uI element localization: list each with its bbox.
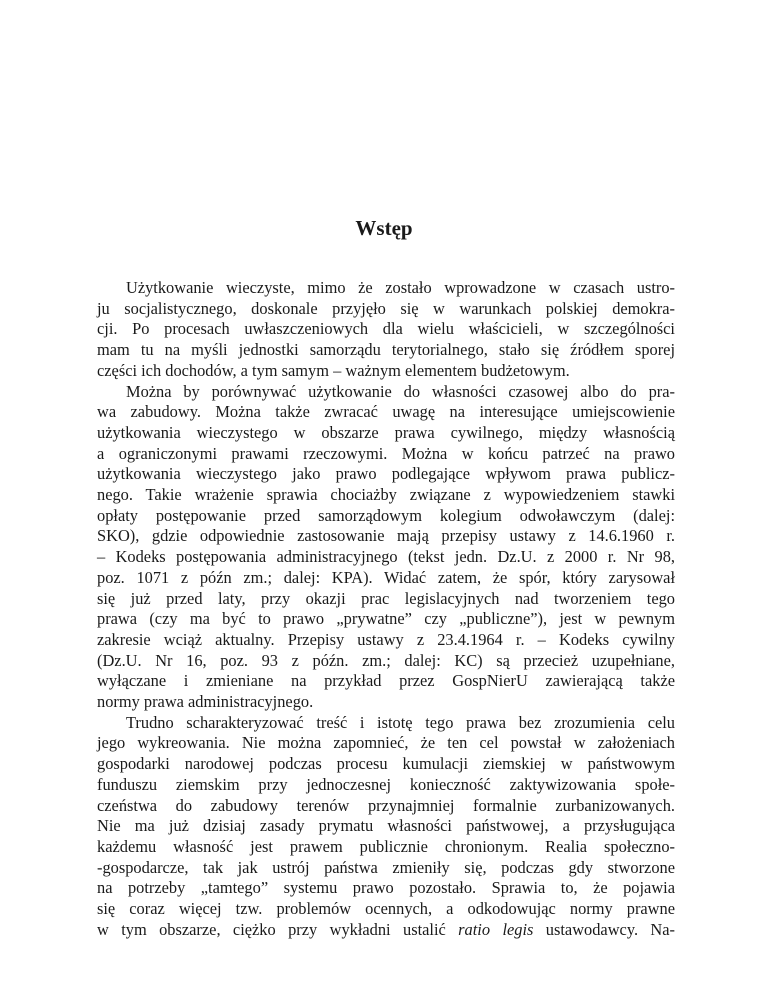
- text-line: normy prawa administracyjnego.: [97, 692, 314, 712]
- text-line: Użytkowanie wieczyste, mimo że zostało wprowadzone w czasach ustro-: [126, 278, 675, 297]
- text-line: Można by porównywać użytkowanie do własności czasowej albo do pra-: [126, 381, 675, 401]
- text-line: prawa (czy ma być to prawo „prywatne” czy „publiczne”), jest w pewnym: [97, 609, 675, 629]
- body-text: [97, 278, 675, 941]
- italic-term: ratio legis: [458, 919, 534, 939]
- text-line: Nie ma już dzisiaj zasady prymatu własności państwowej, a przysługująca: [97, 816, 675, 836]
- text-line: się już przed laty, przy okazji prac legislacyjnych nad tworzeniem tego: [97, 588, 675, 608]
- text-line: wa zabudowy. Można także zwracać uwagę na interesujące umiejscowienie: [97, 402, 675, 422]
- text-run: w tym obszarze, ciężko przy wykładni ustalić: [97, 919, 459, 939]
- text-line: funduszu ziemskim przy jednoczesnej konieczność zaktywizowania społe-: [97, 774, 675, 794]
- text-line: (Dz.U. Nr 16, poz. 93 z późn. zm.; dalej: KC) są przecież uzupełniane,: [97, 650, 675, 670]
- text-line: użytkowania wieczystego jako prawo podlegające wpływom prawa publicz-: [97, 464, 675, 484]
- paragraph-3: [97, 713, 675, 941]
- text-line: Trudno scharakteryzować treść i istotę tego prawa bez zrozumienia celu: [126, 712, 675, 732]
- text-line: poz. 1071 z późn zm.; dalej: KPA). Widać zatem, że spór, który zarysował: [97, 567, 675, 587]
- text-line: się coraz więcej tzw. problemów ocennych, a odkodowując normy prawne: [97, 899, 675, 919]
- text-line: mam tu na myśli jednostki samorządu terytorialnego, stało się źródłem sporej: [97, 340, 675, 360]
- text-line: na potrzeby „tamtego” systemu prawo pozostało. Sprawia to, że pojawia: [97, 878, 675, 898]
- text-line: a ograniczonymi prawami rzeczowymi. Można w końcu patrzeć na prawo: [97, 443, 675, 463]
- paragraph-2: [97, 382, 675, 713]
- text-line: ju socjalistycznego, doskonale przyjęło się w warunkach polskiej demokra-: [97, 298, 675, 318]
- text-line: gospodarki narodowej podczas procesu kumulacji ziemskiej w państwowym: [97, 754, 675, 774]
- text-line: wyłączane i zmieniane na przykład przez GospNierU zawierającą także: [97, 671, 675, 691]
- text-line: [97, 920, 675, 941]
- text-line: – Kodeks postępowania administracyjnego (tekst jedn. Dz.U. z 2000 r. Nr 98,: [97, 547, 675, 567]
- text-line: jego wykreowania. Nie można zapomnieć, że ten cel powstał w założeniach: [97, 733, 675, 753]
- text-line: zakresie wciąż aktualny. Przepisy ustawy z 23.4.1964 r. – Kodeks cywilny: [97, 629, 675, 649]
- text-line: nego. Takie wrażenie sprawia chociażby związane z wypowiedzeniem stawki: [97, 485, 675, 505]
- text-line: opłaty postępowanie przed samorządowym kolegium odwoławczym (dalej:: [97, 505, 675, 525]
- text-line: części ich dochodów, a tym samym – ważnym elementem budżetowym.: [97, 360, 570, 380]
- text-line: czeństwa do zabudowy terenów przynajmniej formalnie zurbanizowanych.: [97, 795, 675, 815]
- text-line: użytkowania wieczystego w obszarze prawa cywilnego, między własnością: [97, 422, 675, 442]
- text-line: SKO), gdzie odpowiednie zastosowanie mają przepisy ustawy z 14.6.1960 r.: [97, 526, 675, 546]
- paragraph-1: [97, 278, 675, 382]
- text-line: -gospodarcze, tak jak ustrój państwa zmieniły się, podczas gdy stworzone: [97, 857, 675, 877]
- text-line: cji. Po procesach uwłaszczeniowych dla wielu właścicieli, w szczególności: [97, 319, 675, 339]
- text-run: ustawodawcy. Na-: [533, 919, 676, 939]
- chapter-heading: Wstęp: [355, 216, 413, 240]
- text-line: każdemu własność jest prawem publicznie chronionym. Realia społeczno-: [97, 836, 675, 856]
